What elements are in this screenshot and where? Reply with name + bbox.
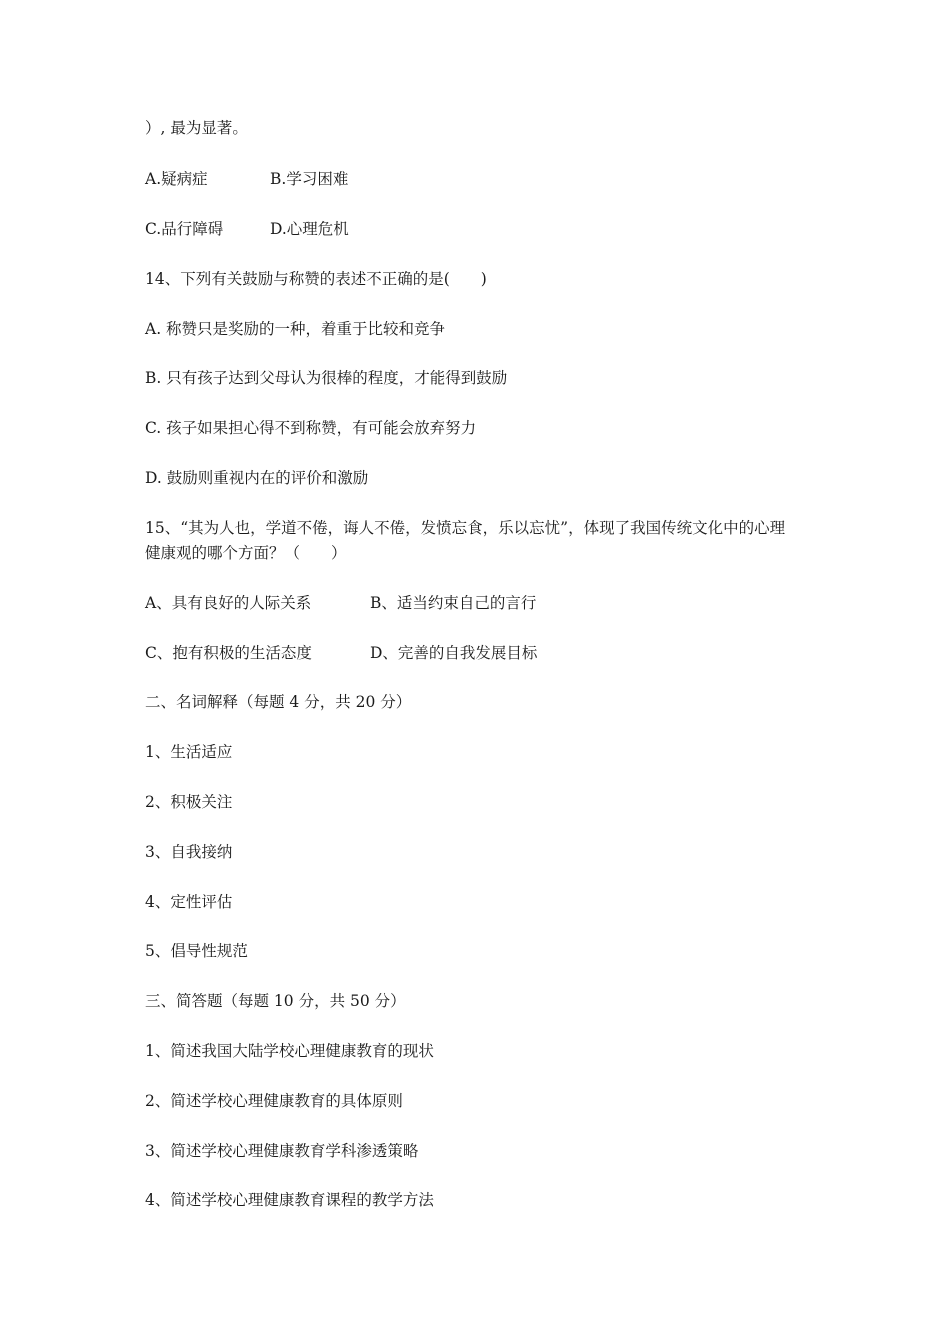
q13-option-row-2 — [145, 218, 349, 240]
q13-option-a: A.疑病症 — [145, 170, 208, 188]
section-3-item: 2、简述学校心理健康教育的具体原则 — [145, 1092, 403, 1110]
q15-stem-line-2: 健康观的哪个方面？（ ） — [145, 544, 347, 562]
section-3-heading: 三、简答题（每题 10 分，共 50 分） — [145, 992, 406, 1010]
q14-option-c: C. 孩子如果担心得不到称赞，有可能会放弃努力 — [145, 419, 477, 437]
section-2-item: 4、定性评估 — [145, 893, 233, 911]
q14-option-b: B. 只有孩子达到父母认为很棒的程度，才能得到鼓励 — [145, 369, 508, 387]
section-2-item: 2、积极关注 — [145, 793, 233, 811]
q15-option-b: B、适当约束自己的言行 — [370, 594, 537, 612]
section-2-item: 1、生活适应 — [145, 743, 233, 761]
q15-option-c: C、抱有积极的生活态度 — [145, 644, 312, 662]
q13-stem-tail: ）, 最为显著。 — [145, 119, 248, 137]
q14-option-d: D. 鼓励则重视内在的评价和激励 — [145, 469, 369, 487]
q14-stem: 14、下列有关鼓励与称赞的表述不正确的是( ) — [145, 270, 487, 288]
q15-option-a: A、具有良好的人际关系 — [145, 594, 312, 612]
q13-option-c: C.品行障碍 — [145, 220, 224, 238]
section-3-item: 1、简述我国大陆学校心理健康教育的现状 — [145, 1042, 434, 1060]
q15-option-d: D、完善的自我发展目标 — [370, 644, 538, 662]
section-3-item: 3、简述学校心理健康教育学科渗透策略 — [145, 1142, 419, 1160]
q13-option-b: B.学习困难 — [270, 170, 349, 188]
section-3-item: 4、简述学校心理健康教育课程的教学方法 — [145, 1191, 434, 1209]
section-2-heading: 二、名词解释（每题 4 分，共 20 分） — [145, 693, 412, 711]
section-2-item: 5、倡导性规范 — [145, 942, 248, 960]
q15-stem-line-1: 15、“其为人也，学道不倦，诲人不倦，发愤忘食，乐以忘忧”，体现了我国传统文化中的心理 — [145, 519, 786, 537]
q13-option-row-1 — [145, 168, 349, 190]
q13-option-d: D.心理危机 — [270, 220, 349, 238]
q15-option-row-2 — [145, 642, 538, 664]
q15-option-row-1 — [145, 592, 537, 614]
section-2-item: 3、自我接纳 — [145, 843, 233, 861]
q14-option-a: A. 称赞只是奖励的一种，着重于比较和竞争 — [145, 320, 446, 338]
